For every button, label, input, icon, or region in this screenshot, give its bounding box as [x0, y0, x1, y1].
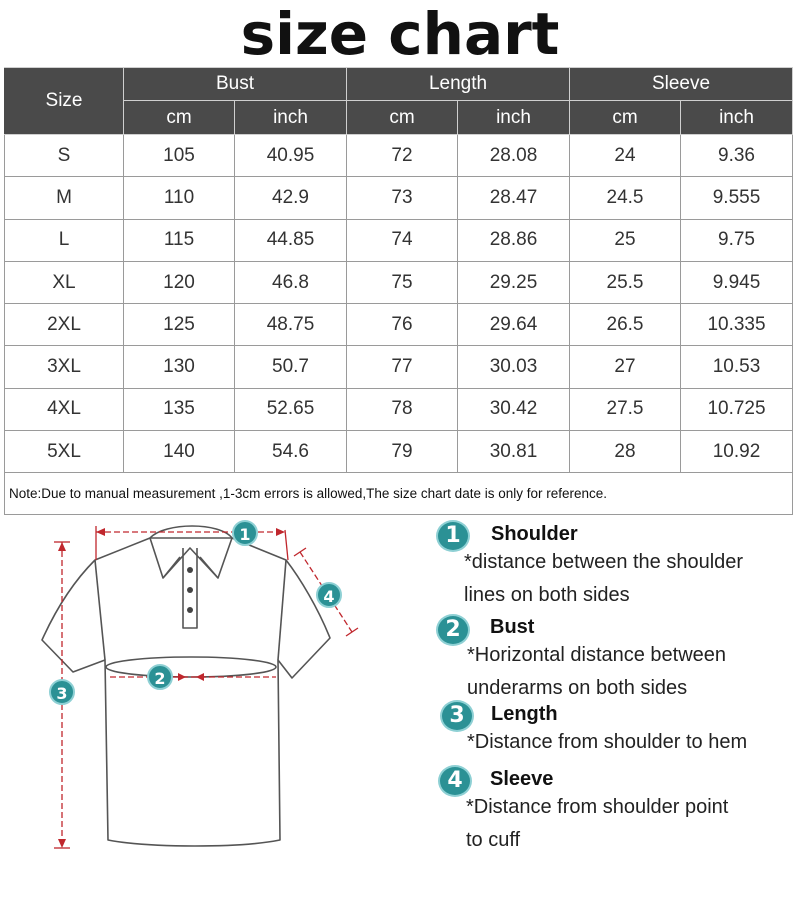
value-cell: 130: [124, 346, 235, 388]
value-cell: 75: [347, 261, 458, 303]
table-row: [5, 346, 793, 388]
measurement-legend: [436, 520, 796, 910]
size-label-cell: L: [5, 219, 124, 261]
value-cell: 120: [124, 261, 235, 303]
group-header-sleeve: Sleeve: [570, 68, 793, 101]
legend-title: Length: [491, 703, 558, 725]
value-cell: 10.335: [681, 304, 793, 346]
shirt-diagram: [0, 515, 430, 918]
size-label-cell: 4XL: [5, 388, 124, 430]
measurement-note: Note:Due to manual measurement ,1-3cm errors is allowed,The size chart date is only for reference.: [5, 473, 793, 515]
size-label-cell: M: [5, 177, 124, 219]
marker-label: 1: [239, 525, 251, 544]
value-cell: 28.47: [458, 177, 570, 219]
value-cell: 77: [347, 346, 458, 388]
table-row: [5, 304, 793, 346]
size-label-cell: 3XL: [5, 346, 124, 388]
value-cell: 46.8: [235, 261, 347, 303]
unit-header: inch: [235, 101, 347, 135]
value-cell: 135: [124, 388, 235, 430]
value-cell: 9.555: [681, 177, 793, 219]
value-cell: 9.75: [681, 219, 793, 261]
legend-desc-line: to cuff: [466, 829, 521, 851]
value-cell: 30.03: [458, 346, 570, 388]
marker-label: 2: [154, 669, 166, 688]
value-cell: 25.5: [570, 261, 681, 303]
arrow-heads: [58, 528, 285, 848]
marker-label: 3: [56, 684, 68, 703]
size-label-cell: XL: [5, 261, 124, 303]
group-header-bust: Bust: [124, 68, 347, 101]
value-cell: 140: [124, 431, 235, 473]
value-cell: 9.36: [681, 135, 793, 177]
unit-header: cm: [347, 101, 458, 135]
number-badge: 4: [438, 765, 472, 797]
value-cell: 10.92: [681, 431, 793, 473]
value-cell: 29.25: [458, 261, 570, 303]
table-row: [5, 261, 793, 303]
value-cell: 24: [570, 135, 681, 177]
value-cell: 29.64: [458, 304, 570, 346]
marker-shoulder: [233, 521, 257, 545]
value-cell: 105: [124, 135, 235, 177]
marker-length: [50, 680, 74, 704]
table-row: [5, 135, 793, 177]
value-cell: 50.7: [235, 346, 347, 388]
value-cell: 25: [570, 219, 681, 261]
value-cell: 30.42: [458, 388, 570, 430]
value-cell: 28: [570, 431, 681, 473]
button-dot: [187, 587, 193, 593]
size-column-header: Size: [5, 68, 124, 135]
unit-header: inch: [458, 101, 570, 135]
table-row: [5, 219, 793, 261]
value-cell: 48.75: [235, 304, 347, 346]
size-label-cell: 5XL: [5, 431, 124, 473]
legend-desc-line: lines on both sides: [464, 584, 630, 606]
table-row: [5, 177, 793, 219]
group-header-length: Length: [347, 68, 570, 101]
page-title: size chart: [240, 0, 560, 68]
value-cell: 42.9: [235, 177, 347, 219]
value-cell: 40.95: [235, 135, 347, 177]
value-cell: 74: [347, 219, 458, 261]
value-cell: 30.81: [458, 431, 570, 473]
legend-desc-line: *Distance from shoulder to hem: [467, 731, 748, 753]
value-cell: 79: [347, 431, 458, 473]
value-cell: 76: [347, 304, 458, 346]
shirt-outline: [42, 526, 330, 846]
unit-header: inch: [681, 101, 793, 135]
legend-desc-line: *Horizontal distance between: [467, 644, 727, 666]
value-cell: 115: [124, 219, 235, 261]
value-cell: 72: [347, 135, 458, 177]
value-cell: 52.65: [235, 388, 347, 430]
legend-title: Shoulder: [491, 523, 578, 545]
measurement-lines: [54, 526, 358, 848]
value-cell: 28.86: [458, 219, 570, 261]
button-dot: [187, 567, 193, 573]
legend-desc-line: *distance between the shoulder: [464, 551, 744, 573]
table-row: [5, 388, 793, 430]
size-label-cell: 2XL: [5, 304, 124, 346]
table-body: [5, 135, 793, 473]
value-cell: 9.945: [681, 261, 793, 303]
button-dot: [187, 607, 193, 613]
marker-bust: [148, 665, 172, 689]
number-badge: 2: [436, 614, 470, 646]
value-cell: 24.5: [570, 177, 681, 219]
value-cell: 10.725: [681, 388, 793, 430]
number-badge: 1: [436, 520, 470, 552]
legend-desc-line: underarms on both sides: [467, 677, 688, 699]
value-cell: 125: [124, 304, 235, 346]
value-cell: 27.5: [570, 388, 681, 430]
size-chart-table: [4, 67, 793, 515]
value-cell: 54.6: [235, 431, 347, 473]
size-label-cell: S: [5, 135, 124, 177]
legend-desc-line: *Distance from shoulder point: [466, 796, 729, 818]
value-cell: 44.85: [235, 219, 347, 261]
value-cell: 26.5: [570, 304, 681, 346]
value-cell: 28.08: [458, 135, 570, 177]
value-cell: 110: [124, 177, 235, 219]
value-cell: 73: [347, 177, 458, 219]
unit-header: cm: [124, 101, 235, 135]
legend-title: Bust: [490, 616, 535, 638]
marker-sleeve: [317, 583, 341, 607]
legend-title: Sleeve: [490, 768, 554, 790]
value-cell: 78: [347, 388, 458, 430]
value-cell: 27: [570, 346, 681, 388]
number-badge: 3: [440, 700, 474, 732]
value-cell: 10.53: [681, 346, 793, 388]
unit-header: cm: [570, 101, 681, 135]
table-row: [5, 431, 793, 473]
placket-buttons: [187, 567, 193, 613]
marker-label: 4: [323, 587, 335, 606]
